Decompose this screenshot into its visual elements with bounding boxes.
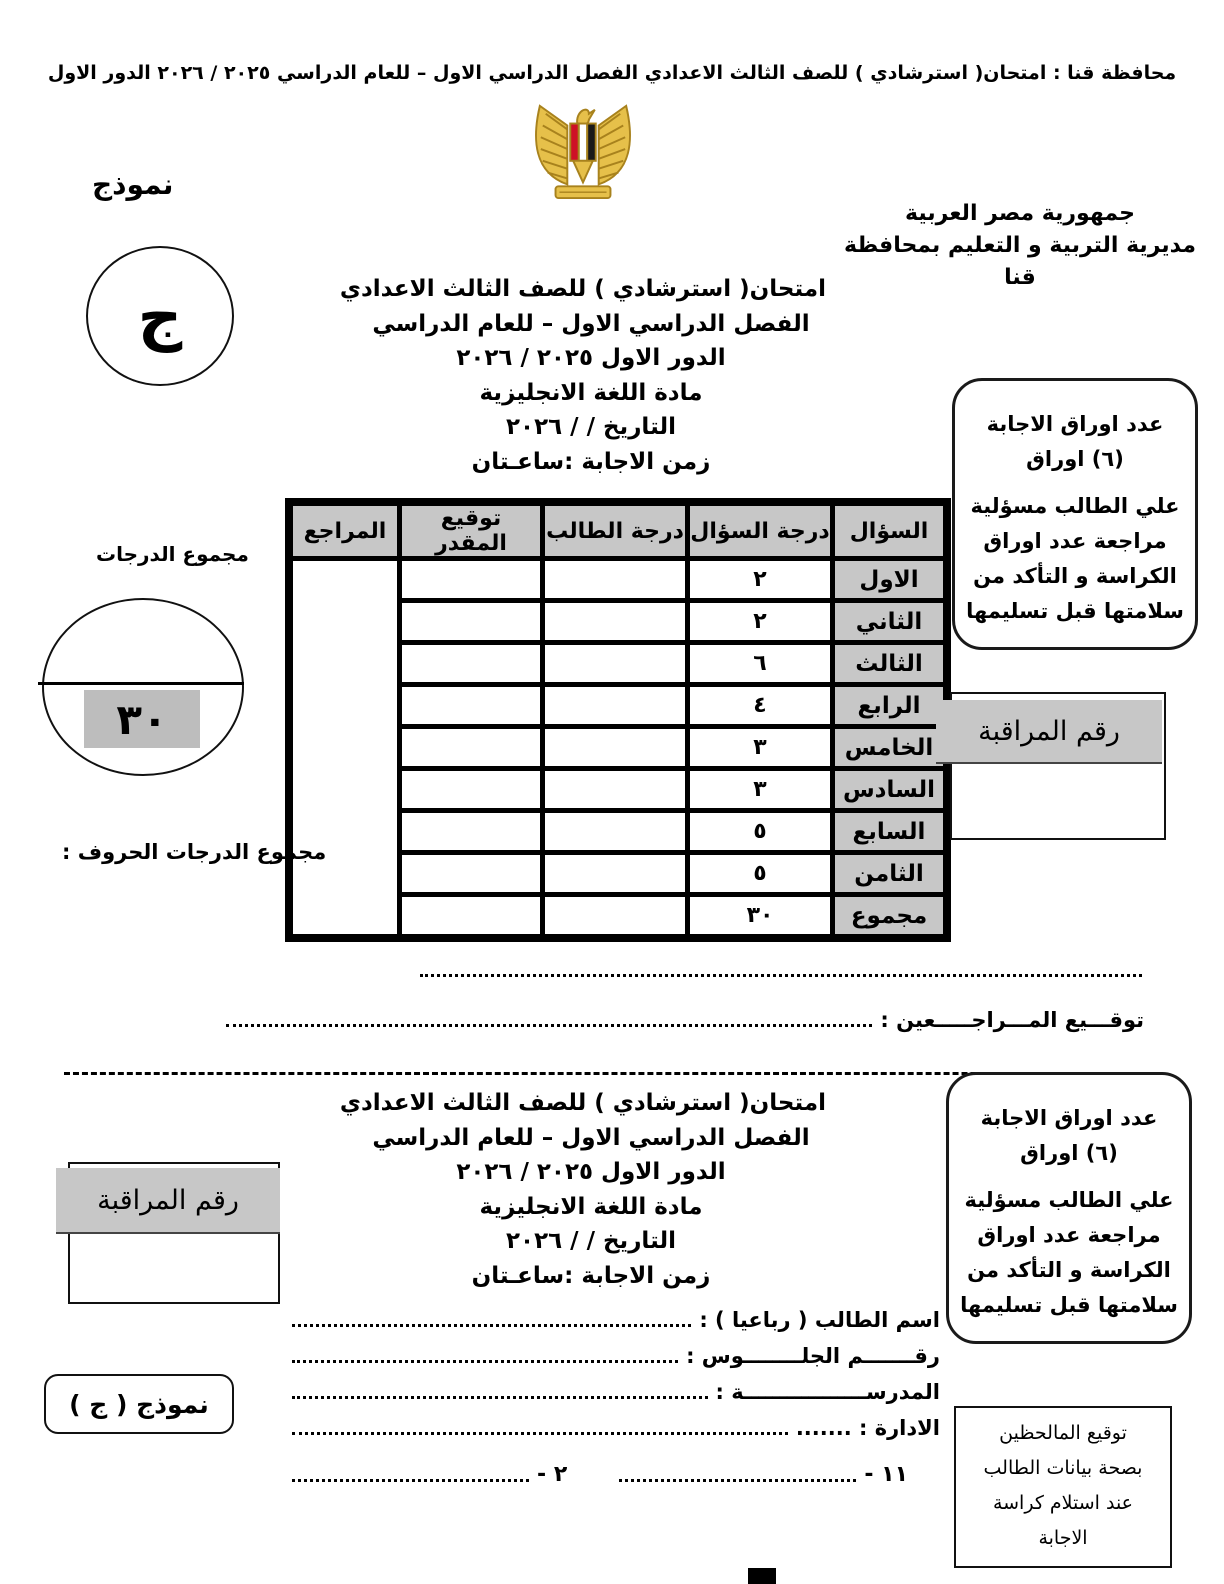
col-student-mark: درجة الطالب [545, 506, 685, 556]
notice-line: علي الطالب مسؤلية [970, 494, 1180, 518]
school-fill [292, 1395, 708, 1399]
table-row [293, 561, 943, 598]
student-mark-cell [545, 771, 685, 808]
student-mark-cell [545, 603, 685, 640]
monitor-number-banner-bottom [56, 1168, 280, 1234]
model-word: نموذج [92, 168, 174, 201]
student-mark-cell [545, 729, 685, 766]
question-mark: ٢ [690, 603, 830, 640]
assessor-signature-cell [402, 897, 540, 934]
seat-number-fill [292, 1359, 678, 1363]
observer-signature-1-label: ١١ - [864, 1462, 908, 1487]
notice-line: علي الطالب مسؤلية [964, 1188, 1174, 1212]
notice-line: (٦) اوراق [1026, 447, 1124, 471]
exam-line: مادة اللغة الانجليزية [479, 379, 703, 406]
total-in-letters-label: مجموع الدرجات الحروف : [62, 840, 327, 864]
exam-line: امتحان( استرشادي ) للصف الثالث الاعدادي [339, 276, 826, 302]
notice-line: مراجعة عدد اوراق [983, 529, 1167, 553]
notice-line: عدد اوراق الاجابة [980, 1106, 1158, 1130]
col-question: السؤال [835, 506, 943, 556]
model-letter-circle [86, 246, 234, 386]
exam-line: الفصل الدراسي الاول – للعام الدراسي [372, 1124, 810, 1151]
exam-title-block-bottom [339, 1086, 826, 1293]
assessor-signature-cell [402, 645, 540, 682]
exam-title-block-top [339, 272, 826, 479]
question-mark: ٣ [690, 729, 830, 766]
model-box-label: نموذج ( ج ) [69, 1389, 209, 1419]
student-mark-cell [545, 855, 685, 892]
notice-line: سلامتها قبل تسليمها [966, 599, 1184, 623]
exam-line: زمن الاجابة :ساعـتان [471, 1262, 711, 1289]
assessor-signature-cell [402, 771, 540, 808]
reviewers-signature-label: توقـــيع المـــراجـــــعين : [880, 1008, 1144, 1032]
question-label: الثالث [835, 645, 943, 682]
school-label: المدرســـــــــــــــــة : [715, 1380, 940, 1404]
student-name-row [288, 1296, 940, 1332]
ministry-header [840, 198, 1200, 294]
observers-signature-box [954, 1406, 1172, 1568]
observers-line: توقيع المالحظين [999, 1422, 1127, 1444]
exam-line: الدور الاول ٢٠٢٥ / ٢٠٢٦ [456, 1159, 726, 1185]
table-header-row [293, 506, 943, 556]
student-mark-cell [545, 813, 685, 850]
exam-line: زمن الاجابة :ساعـتان [471, 448, 711, 475]
total-marks-value: ٣٠ [84, 690, 200, 748]
exam-line: التاريخ / / ٢٠٢٦ [506, 1228, 676, 1254]
grades-table [285, 498, 951, 942]
observer-signature-2-fill [292, 1478, 529, 1482]
republic-line: جمهورية مصر العربية [905, 201, 1135, 226]
assessor-signature-cell [402, 561, 540, 598]
exam-line: الدور الاول ٢٠٢٥ / ٢٠٢٦ [456, 345, 726, 371]
col-reviewer: المراجع [293, 506, 397, 556]
observers-line: عند استلام كراسة [992, 1492, 1134, 1514]
question-mark: ٣٠ [690, 897, 830, 934]
reviewer-cell [293, 561, 397, 934]
question-mark: ٣ [690, 771, 830, 808]
student-name-fill [292, 1323, 691, 1327]
exam-line: امتحان( استرشادي ) للصف الثالث الاعدادي [339, 1090, 826, 1116]
observer-signature-lines [288, 1462, 908, 1487]
observers-line: بصحة بيانات الطالب [983, 1457, 1143, 1479]
question-mark: ٢ [690, 561, 830, 598]
col-assessor-signature: توقيع المقدر [402, 506, 540, 556]
monitor-number-label: رقم المراقبة [978, 715, 1120, 747]
question-label: الرابع [835, 687, 943, 724]
egypt-eagle-emblem-icon [524, 100, 642, 202]
question-label: مجموع [835, 897, 943, 934]
observer-signature-1-fill [619, 1478, 856, 1482]
student-mark-cell [545, 645, 685, 682]
seat-number-label: رقـــــــم الجلــــــــوس : [686, 1344, 940, 1368]
student-mark-cell [545, 687, 685, 724]
seat-number-row [288, 1332, 940, 1368]
total-divider-line [38, 682, 244, 685]
school-row [288, 1368, 940, 1404]
question-mark: ٤ [690, 687, 830, 724]
student-mark-cell [545, 897, 685, 934]
administration-label: الادارة : ....... [795, 1416, 940, 1440]
question-mark: ٥ [690, 813, 830, 850]
page-title: محافظة قنا : امتحان( استرشادي ) للصف الثالث الاعدادي الفصل الدراسي الاول – للعام الدراسي ٢٠٢٥ / ٢٠٢٦ الدور الاول [47, 62, 1177, 84]
notice-line: الكراسة و التأكد من [967, 1258, 1171, 1282]
notice-line: مراجعة عدد اوراق [977, 1223, 1161, 1247]
assessor-signature-cell [402, 855, 540, 892]
student-mark-cell [545, 561, 685, 598]
administration-row [288, 1404, 940, 1440]
model-box [44, 1374, 234, 1434]
question-label: الثاني [835, 603, 943, 640]
question-mark: ٦ [690, 645, 830, 682]
notice-line: عدد اوراق الاجابة [986, 412, 1164, 436]
student-info-fields [288, 1296, 940, 1440]
reviewers-signature-row [222, 1008, 1144, 1032]
exam-line: الفصل الدراسي الاول – للعام الدراسي [372, 310, 810, 337]
observer-signature-2-label: ٢ - [537, 1462, 568, 1487]
answer-sheets-notice-bottom [946, 1072, 1192, 1344]
total-marks-label: مجموع الدرجات [96, 542, 249, 566]
question-label: السابع [835, 813, 943, 850]
question-mark: ٥ [690, 855, 830, 892]
directorate-line: مديرية التربية و التعليم بمحافظة قنا [844, 233, 1196, 290]
exam-line: مادة اللغة الانجليزية [479, 1193, 703, 1220]
notice-line: (٦) اوراق [1020, 1141, 1118, 1165]
question-label: السادس [835, 771, 943, 808]
assessor-signature-cell [402, 729, 540, 766]
notice-line: سلامتها قبل تسليمها [960, 1293, 1178, 1317]
question-label: الثامن [835, 855, 943, 892]
exam-line: التاريخ / / ٢٠٢٦ [506, 414, 676, 440]
assessor-signature-cell [402, 603, 540, 640]
signature-fill-line [226, 1023, 872, 1027]
total-marks-circle [42, 598, 244, 776]
observers-line: الاجابة [1038, 1527, 1088, 1549]
student-name-label: اسم الطالب ( رباعيا ) : [699, 1308, 940, 1332]
page-marker [748, 1568, 776, 1584]
monitor-number-banner-top [936, 700, 1162, 764]
col-question-mark: درجة السؤال [690, 506, 830, 556]
assessor-signature-cell [402, 687, 540, 724]
model-letter: ج [137, 279, 183, 353]
administration-fill [292, 1431, 788, 1435]
question-label: الاول [835, 561, 943, 598]
dotted-rule [420, 974, 1142, 977]
answer-sheets-notice-top [952, 378, 1198, 650]
question-label: الخامس [835, 729, 943, 766]
assessor-signature-cell [402, 813, 540, 850]
notice-line: الكراسة و التأكد من [973, 564, 1177, 588]
monitor-number-label: رقم المراقبة [97, 1184, 239, 1216]
